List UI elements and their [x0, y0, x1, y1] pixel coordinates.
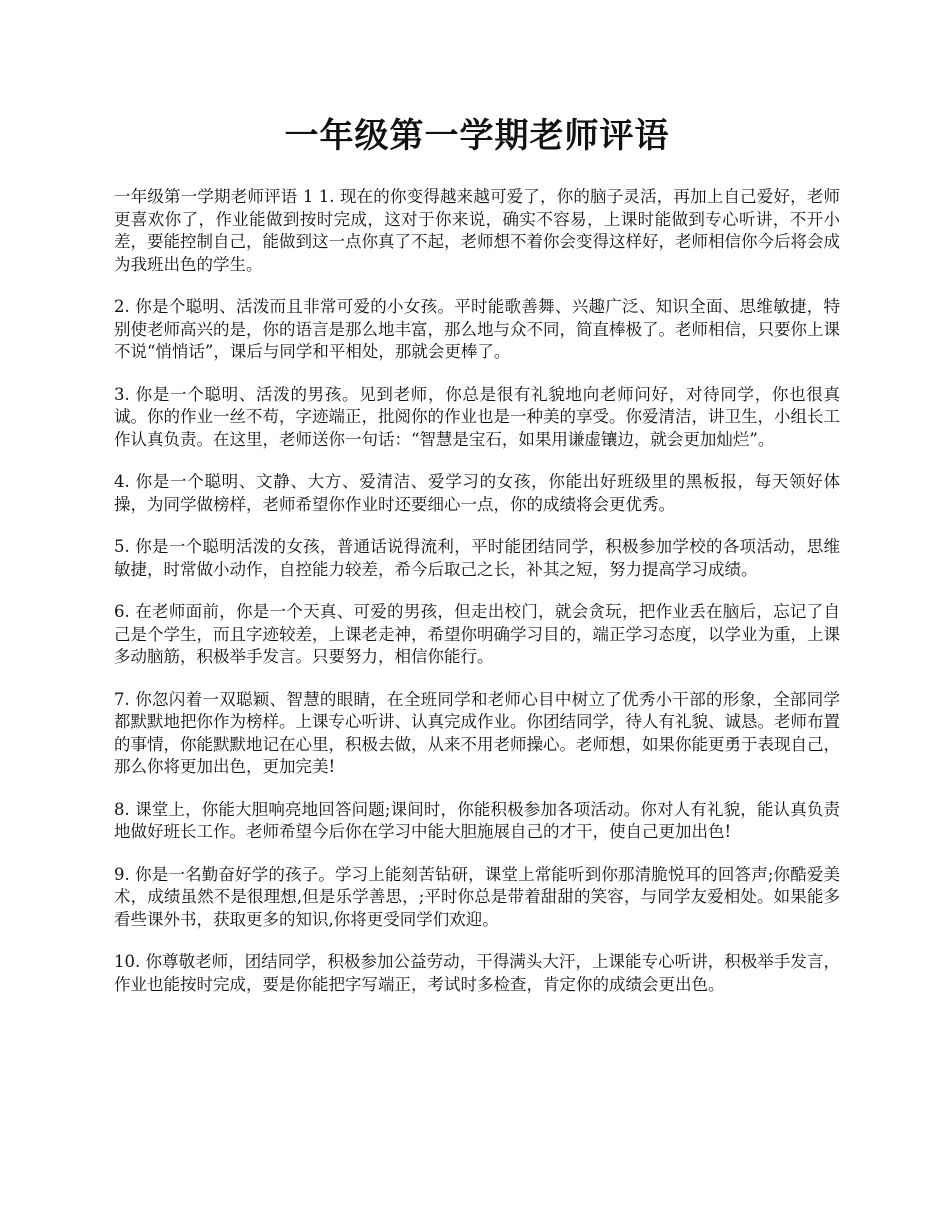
comment-paragraph-1: 一年级第一学期老师评语 1 1. 现在的你变得越来越可爱了，你的脑子灵活，再加上自己爱好，老师更喜欢你了，作业能做到按时完成，这对于你来说，确实不容易，上课时能做到专心听讲，不开小差，要能控制自己，能做到这一点你真了不起，老师想不着你会变得这样好，老师相信你今后将会成为我班出色的学生。 [114, 187, 840, 274]
comment-paragraph-4: 4. 你是一个聪明、文静、大方、爱清洁、爱学习的女孩，你能出好班级里的黑板报，每天领好体操，为同学做榜样，老师希望你作业时还要细心一点，你的成绩将会更优秀。 [114, 472, 840, 514]
comment-paragraph-9: 9. 你是一名勤奋好学的孩子。学习上能刻苦钻研，课堂上常能听到你那清脆悦耳的回答声;你酷爱美术，成绩虽然不是很理想,但是乐学善思，;平时你总是带着甜甜的笑容，与同学友爱相处。如果能多看些课外书，获取更多的知识,你将更受同学们欢迎。 [114, 864, 840, 929]
comment-paragraph-8: 8. 课堂上，你能大胆响亮地回答问题;课间时，你能积极参加各项活动。你对人有礼貌，能认真负责地做好班长工作。老师希望今后你在学习中能大胆施展自己的才干，使自己更加出色! [114, 799, 840, 841]
comment-paragraph-7: 7. 你忽闪着一双聪颖、智慧的眼睛，在全班同学和老师心目中树立了优秀小干部的形象，全部同学都默默地把你作为榜样。上课专心听讲、认真完成作业。你团结同学，待人有礼貌、诚恳。老师布置的事情，你能默默地记在心里，积极去做，从来不用老师操心。老师想，如果你能更勇于表现自己，那么你将更加出色，更加完美! [114, 689, 840, 776]
comment-paragraph-5: 5. 你是一个聪明活泼的女孩，普通话说得流利，平时能团结同学，积极参加学校的各项活动，思维敏捷，时常做小动作，自控能力较差，希今后取己之长，补其之短，努力提高学习成绩。 [114, 537, 840, 579]
comment-paragraph-6: 6. 在老师面前，你是一个天真、可爱的男孩，但走出校门，就会贪玩，把作业丢在脑后，忘记了自己是个学生，而且字迹较差，上课老走神，希望你明确学习目的，端正学习态度，以学业为重，上课多动脑筋，积极举手发言。只要努力，相信你能行。 [114, 602, 840, 666]
comment-paragraph-10: 10. 你尊敬老师，团结同学，积极参加公益劳动，干得满头大汗，上课能专心听讲，积极举手发言，作业也能按时完成，要是你能把字写端正，考试时多检查，肯定你的成绩会更出色。 [114, 952, 840, 994]
document-title: 一年级第一学期老师评语 [284, 116, 670, 156]
comment-paragraph-3: 3. 你是一个聪明、活泼的男孩。见到老师，你总是很有礼貌地向老师问好，对待同学，你也很真诚。你的作业一丝不苟，字迹端正，批阅你的作业也是一种美的享受。你爱清洁，讲卫生，小组长工作认真负责。在这里，老师送你一句话：“智慧是宝石，如果用谦虚镶边，就会更加灿烂”。 [114, 384, 840, 449]
comment-paragraph-2: 2. 你是个聪明、活泼而且非常可爱的小女孩。平时能歌善舞、兴趣广泛、知识全面、思维敏捷，特别使老师高兴的是，你的语言是那么地丰富，那么地与众不同，简直棒极了。老师相信，只要你上课不说“悄悄话”，课后与同学和平相处，那就会更棒了。 [114, 297, 840, 361]
